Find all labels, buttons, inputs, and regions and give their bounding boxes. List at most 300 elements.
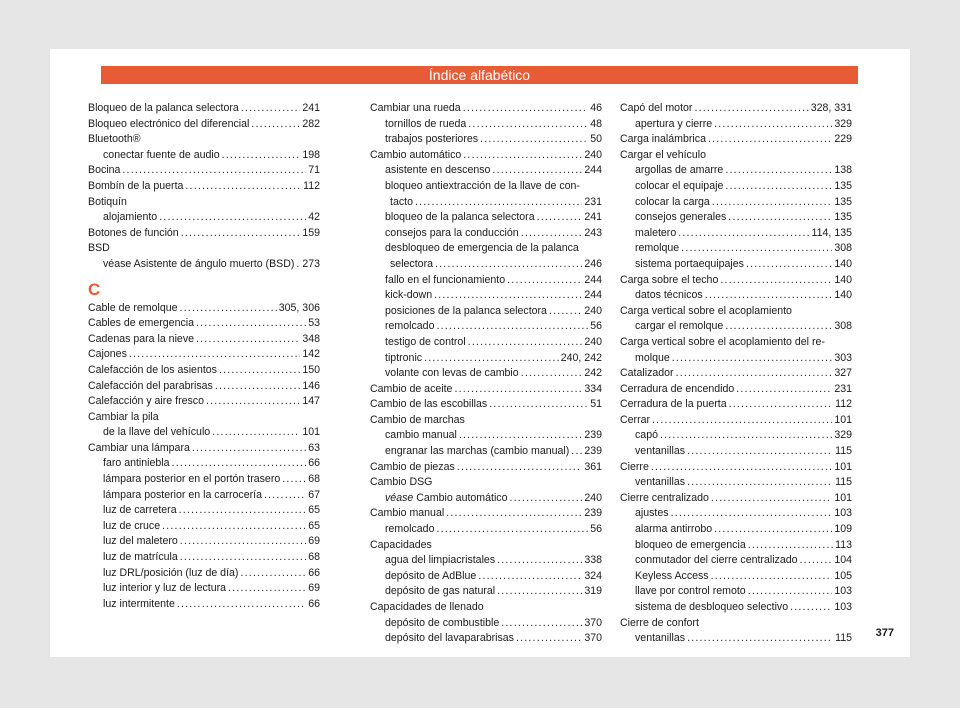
leader-dots bbox=[705, 288, 833, 304]
index-subentry bbox=[370, 584, 602, 600]
index-entry bbox=[88, 394, 320, 410]
entry-page-ref: 56 bbox=[590, 523, 602, 536]
entry-page-ref: 140 bbox=[834, 257, 852, 270]
index-entry bbox=[620, 101, 852, 117]
entry-label: Catalizador bbox=[620, 367, 674, 380]
index-entry bbox=[88, 379, 320, 395]
index-entry bbox=[88, 347, 320, 363]
leader-dots bbox=[687, 475, 833, 491]
entry-page-ref: 140 bbox=[834, 289, 852, 302]
index-subentry bbox=[370, 163, 602, 179]
entry-label: posiciones de la palanca selectora bbox=[385, 304, 547, 317]
index-entry bbox=[88, 226, 320, 242]
index-entry bbox=[88, 163, 320, 179]
index-subentry bbox=[620, 522, 852, 538]
entry-page-ref: 334 bbox=[584, 382, 602, 395]
entry-label: luz intermitente bbox=[103, 597, 175, 610]
entry-page-ref: 239 bbox=[584, 445, 602, 458]
leader-dots bbox=[122, 163, 306, 179]
leader-dots bbox=[725, 179, 832, 195]
index-subentry bbox=[88, 566, 320, 582]
entry-label: remolque bbox=[635, 242, 680, 255]
index-subentry bbox=[370, 117, 602, 133]
entry-page-ref: 282 bbox=[302, 117, 320, 130]
entry-page-ref: 370 bbox=[584, 632, 602, 645]
entry-label: véase Asistente de ángulo muerto (BSD) bbox=[103, 257, 295, 270]
leader-dots bbox=[219, 363, 300, 379]
entry-page-ref: 51 bbox=[590, 398, 602, 411]
entry-page-ref: 308 bbox=[834, 242, 852, 255]
entry-label: luz de cruce bbox=[103, 519, 161, 532]
entry-page-ref: 66 bbox=[308, 566, 320, 579]
index-entry bbox=[620, 616, 852, 632]
index-subentry bbox=[620, 117, 852, 133]
index-entry bbox=[88, 132, 320, 148]
index-subentry bbox=[370, 616, 602, 632]
entry-page-ref: 231 bbox=[834, 382, 852, 395]
index-subentry bbox=[620, 351, 852, 367]
entry-page-ref: 239 bbox=[584, 507, 602, 520]
entry-label: Cables de emergencia bbox=[88, 317, 194, 330]
index-entry bbox=[88, 363, 320, 379]
entry-label: luz interior y luz de lectura bbox=[103, 582, 227, 595]
entry-label: Carga sobre el techo bbox=[620, 273, 719, 286]
entry-label: bloqueo de la palanca selectora bbox=[385, 211, 535, 224]
leader-dots bbox=[746, 257, 832, 273]
leader-dots bbox=[489, 397, 588, 413]
entry-page-ref: 50 bbox=[590, 133, 602, 146]
index-subentry bbox=[88, 581, 320, 597]
entry-label: bloqueo de emergencia bbox=[635, 538, 746, 551]
entry-page-ref: 244 bbox=[584, 289, 602, 302]
index-entry bbox=[370, 538, 602, 554]
leader-dots bbox=[714, 117, 832, 133]
leader-dots bbox=[728, 210, 832, 226]
entry-label: trabajos posteriores bbox=[385, 133, 479, 146]
leader-dots bbox=[711, 569, 833, 585]
entry-label: Cable de remolque bbox=[88, 301, 178, 314]
entry-label: colocar la carga bbox=[635, 195, 710, 208]
leader-dots bbox=[516, 631, 582, 647]
leader-dots bbox=[720, 273, 832, 289]
entry-page-ref: 138 bbox=[834, 164, 852, 177]
entry-label: ajustes bbox=[635, 507, 669, 520]
entry-label: agua del limpiacristales bbox=[385, 554, 496, 567]
index-subentry bbox=[620, 444, 852, 460]
leader-dots bbox=[436, 522, 588, 538]
index-subentry bbox=[370, 444, 602, 460]
entry-page-ref: 243 bbox=[584, 226, 602, 239]
leader-dots bbox=[159, 210, 306, 226]
entry-page-ref: 147 bbox=[302, 395, 320, 408]
entry-page-ref: 67 bbox=[308, 488, 320, 501]
entry-page-ref: 142 bbox=[302, 348, 320, 361]
entry-label: apertura y cierre bbox=[635, 117, 713, 130]
entry-label: Keyless Access bbox=[635, 569, 709, 582]
entry-page-ref: 66 bbox=[308, 597, 320, 610]
index-entry bbox=[620, 304, 852, 320]
entry-page-ref: 104 bbox=[834, 554, 852, 567]
leader-dots bbox=[282, 472, 306, 488]
index-entry bbox=[370, 148, 602, 164]
index-entry bbox=[620, 148, 852, 164]
leader-dots bbox=[676, 366, 833, 382]
leader-dots bbox=[729, 397, 834, 413]
entry-label: Cambio de marchas bbox=[370, 413, 465, 426]
section-header: Índice alfabético bbox=[101, 66, 858, 84]
entry-page-ref: 135 bbox=[834, 211, 852, 224]
index-subentry bbox=[620, 600, 852, 616]
index-entry bbox=[88, 441, 320, 457]
leader-dots bbox=[415, 195, 582, 211]
entry-label: Carga inalámbrica bbox=[620, 133, 706, 146]
index-subentry bbox=[88, 456, 320, 472]
entry-page-ref: 42 bbox=[308, 211, 320, 224]
entry-label: Cambio de aceite bbox=[370, 382, 453, 395]
entry-page-ref: 231 bbox=[584, 195, 602, 208]
entry-page-ref: 65 bbox=[308, 519, 320, 532]
entry-page-ref: 46 bbox=[590, 102, 602, 114]
entry-page-ref: 135 bbox=[834, 179, 852, 192]
leader-dots bbox=[507, 273, 582, 289]
entry-label: Cadenas para la nieve bbox=[88, 332, 195, 345]
leader-dots bbox=[192, 441, 306, 457]
index-entry bbox=[88, 301, 320, 317]
leader-dots bbox=[687, 631, 833, 647]
page-number: 377 bbox=[875, 627, 894, 639]
leader-dots bbox=[480, 132, 588, 148]
index-subentry bbox=[620, 210, 852, 226]
entry-label: Cambiar una lámpara bbox=[88, 441, 190, 454]
leader-dots bbox=[424, 351, 559, 367]
leader-dots bbox=[162, 519, 306, 535]
index-entry bbox=[620, 273, 852, 289]
entry-page-ref: 68 bbox=[308, 551, 320, 564]
index-subentry bbox=[370, 195, 602, 211]
entry-page-ref: 69 bbox=[308, 535, 320, 548]
entry-label: llave por control remoto bbox=[635, 585, 746, 598]
entry-page-ref: 244 bbox=[584, 273, 602, 286]
entry-label: conectar fuente de audio bbox=[103, 148, 220, 161]
leader-dots bbox=[694, 101, 808, 117]
index-subentry bbox=[88, 597, 320, 613]
entry-label: remolcado bbox=[385, 320, 435, 333]
index-entry bbox=[620, 335, 852, 351]
entry-label: Cajones bbox=[88, 348, 127, 361]
leader-dots bbox=[215, 379, 300, 395]
entry-label: Cambio automático bbox=[370, 148, 462, 161]
index-entry bbox=[370, 600, 602, 616]
index-subentry bbox=[370, 522, 602, 538]
leader-dots bbox=[181, 226, 301, 242]
leader-dots bbox=[790, 600, 832, 616]
index-entry bbox=[620, 413, 852, 429]
entry-page-ref: 112 bbox=[835, 398, 852, 411]
index-subentry bbox=[88, 550, 320, 566]
entry-page-ref: 103 bbox=[834, 601, 852, 613]
entry-label: alojamiento bbox=[103, 211, 158, 224]
leader-dots bbox=[435, 257, 582, 273]
index-entry bbox=[370, 475, 602, 491]
entry-page-ref: 370 bbox=[584, 616, 602, 629]
entry-page-ref: 65 bbox=[308, 504, 320, 517]
entry-label: luz de carretera bbox=[103, 504, 177, 517]
entry-page-ref: 146 bbox=[302, 379, 320, 392]
index-subentry bbox=[370, 569, 602, 585]
index-subentry bbox=[370, 273, 602, 289]
leader-dots bbox=[651, 460, 832, 476]
entry-label: Cerrar bbox=[620, 413, 651, 426]
entry-page-ref: 159 bbox=[302, 226, 320, 239]
index-entry bbox=[370, 397, 602, 413]
index-subentry bbox=[370, 257, 602, 273]
index-subentry bbox=[370, 226, 602, 242]
index-subentry bbox=[88, 534, 320, 550]
index-entry bbox=[88, 316, 320, 332]
leader-dots bbox=[240, 566, 306, 582]
leader-dots bbox=[521, 226, 583, 242]
entry-page-ref: 239 bbox=[584, 429, 602, 442]
entry-label: sistema portaequipajes bbox=[635, 257, 744, 270]
index-subentry bbox=[620, 584, 852, 600]
index-subentry bbox=[88, 472, 320, 488]
leader-dots bbox=[446, 506, 582, 522]
leader-dots bbox=[180, 550, 306, 566]
leader-dots bbox=[510, 491, 583, 507]
leader-dots bbox=[180, 534, 306, 550]
entry-label: Cargar el vehículo bbox=[620, 148, 706, 161]
entry-label: Bocina bbox=[88, 164, 121, 177]
index-entry bbox=[88, 117, 320, 133]
leader-dots bbox=[228, 581, 306, 597]
index-page bbox=[50, 49, 910, 657]
leader-dots bbox=[185, 179, 301, 195]
entry-page-ref: 240 bbox=[584, 491, 602, 504]
index-subentry bbox=[620, 506, 852, 522]
entry-label: Calefacción del parabrisas bbox=[88, 379, 213, 392]
entry-label: desbloqueo de emergencia de la palanca bbox=[385, 242, 579, 255]
leader-dots bbox=[179, 503, 307, 519]
entry-label: luz DRL/posición (luz de día) bbox=[103, 566, 239, 579]
entry-page-ref: 115 bbox=[835, 632, 852, 645]
entry-label: Cambio DSG bbox=[370, 476, 433, 489]
index-subentry bbox=[620, 319, 852, 335]
index-subentry bbox=[370, 366, 602, 382]
leader-dots bbox=[681, 241, 832, 257]
entry-page-ref: 273 bbox=[302, 257, 320, 270]
index-subentry bbox=[88, 519, 320, 535]
index-column-1 bbox=[88, 101, 320, 612]
entry-page-ref: 53 bbox=[308, 317, 320, 330]
index-entry bbox=[370, 101, 602, 117]
leader-dots bbox=[463, 101, 589, 117]
entry-page-ref: 308 bbox=[834, 320, 852, 333]
entry-page-ref: 240 bbox=[584, 335, 602, 348]
leader-dots bbox=[492, 163, 582, 179]
leader-dots bbox=[478, 569, 582, 585]
entry-label: remolcado bbox=[385, 523, 435, 536]
entry-page-ref: 109 bbox=[834, 523, 852, 536]
entry-page-ref: 244 bbox=[584, 164, 602, 177]
entry-page-ref: 71 bbox=[308, 164, 320, 177]
entry-label: depósito de AdBlue bbox=[385, 569, 477, 582]
leader-dots bbox=[454, 382, 582, 398]
leader-dots bbox=[222, 148, 301, 164]
entry-label: ventanillas bbox=[635, 632, 686, 645]
entry-page-ref: 329 bbox=[834, 429, 852, 442]
entry-page-ref: 327 bbox=[834, 367, 852, 380]
index-subentry bbox=[88, 503, 320, 519]
entry-page-ref: 150 bbox=[302, 363, 320, 376]
index-entry bbox=[370, 382, 602, 398]
index-subentry bbox=[370, 335, 602, 351]
entry-label: Cierre bbox=[620, 460, 649, 473]
entry-label: datos técnicos bbox=[635, 289, 703, 302]
entry-label: tornillos de rueda bbox=[385, 117, 467, 130]
leader-dots bbox=[736, 382, 832, 398]
entry-label: conmutador del cierre centralizado bbox=[635, 554, 798, 567]
entry-label: Cerradura de encendido bbox=[620, 382, 735, 395]
entry-label: Capacidades de llenado bbox=[370, 601, 484, 613]
leader-dots bbox=[172, 456, 307, 472]
entry-label: luz del maletero bbox=[103, 535, 178, 548]
index-entry bbox=[88, 332, 320, 348]
entry-label: Capacidades bbox=[370, 538, 432, 551]
entry-page-ref: 68 bbox=[308, 473, 320, 486]
leader-dots bbox=[748, 538, 833, 554]
leader-dots bbox=[129, 347, 300, 363]
entry-page-ref: 305, 306 bbox=[278, 301, 320, 314]
entry-label: depósito del lavaparabrisas bbox=[385, 632, 514, 645]
entry-label: asistente en descenso bbox=[385, 164, 491, 177]
entry-label: consejos generales bbox=[635, 211, 727, 224]
index-subentry bbox=[370, 179, 602, 195]
entry-label: BSD bbox=[88, 242, 110, 255]
leader-dots bbox=[537, 210, 583, 226]
leader-dots bbox=[436, 319, 588, 335]
index-column-2 bbox=[370, 101, 602, 647]
leader-dots bbox=[660, 428, 832, 444]
entry-label: sistema de desbloqueo selectivo bbox=[635, 601, 789, 613]
entry-label: molque bbox=[635, 351, 670, 364]
entry-label: argollas de amarre bbox=[635, 164, 724, 177]
entry-label: lámpara posterior en el portón trasero bbox=[103, 473, 281, 486]
index-subentry bbox=[370, 241, 602, 257]
leader-dots bbox=[497, 553, 582, 569]
entry-page-ref: 66 bbox=[308, 457, 320, 470]
index-column-3 bbox=[620, 101, 852, 647]
index-subentry bbox=[620, 428, 852, 444]
leader-dots bbox=[708, 132, 832, 148]
entry-label: luz de matrícula bbox=[103, 551, 178, 564]
entry-label: Carga vertical sobre el acoplamiento bbox=[620, 304, 792, 317]
entry-label: Calefacción de los asientos bbox=[88, 363, 217, 376]
index-subentry bbox=[370, 288, 602, 304]
leader-dots bbox=[177, 597, 306, 613]
entry-label: ventanillas bbox=[635, 476, 686, 489]
index-subentry bbox=[620, 179, 852, 195]
index-subentry bbox=[370, 553, 602, 569]
entry-page-ref: 324 bbox=[584, 569, 602, 582]
leader-dots bbox=[549, 304, 582, 320]
entry-page-ref: 101 bbox=[302, 426, 320, 439]
entry-page-ref: 338 bbox=[584, 554, 602, 567]
entry-label: de la llave del vehículo bbox=[103, 426, 211, 439]
entry-page-ref: 56 bbox=[590, 320, 602, 333]
entry-page-ref: 112 bbox=[303, 179, 320, 192]
leader-dots bbox=[468, 117, 588, 133]
leader-dots bbox=[725, 163, 832, 179]
index-subentry bbox=[370, 210, 602, 226]
entry-page-ref: 348 bbox=[302, 332, 320, 345]
index-subentry bbox=[620, 288, 852, 304]
index-subentry bbox=[88, 425, 320, 441]
index-subentry bbox=[620, 631, 852, 647]
entry-label: tiptronic bbox=[385, 351, 423, 364]
index-entry bbox=[370, 413, 602, 429]
leader-dots bbox=[712, 195, 833, 211]
entry-page-ref: 328, 331 bbox=[810, 102, 852, 114]
entry-page-ref: 135 bbox=[834, 195, 852, 208]
entry-page-ref: 240, 242 bbox=[560, 351, 602, 364]
leader-dots bbox=[800, 553, 833, 569]
index-subentry bbox=[620, 569, 852, 585]
index-entry bbox=[620, 382, 852, 398]
leader-dots bbox=[714, 522, 832, 538]
index-entry bbox=[88, 410, 320, 426]
index-subentry bbox=[620, 163, 852, 179]
leader-dots bbox=[434, 288, 582, 304]
entry-label: cambio manual bbox=[385, 429, 457, 442]
entry-page-ref: 241 bbox=[302, 102, 320, 114]
index-letter-heading: C bbox=[88, 279, 101, 299]
entry-label: cargar el remolque bbox=[635, 320, 724, 333]
entry-label: Calefacción y aire fresco bbox=[88, 395, 204, 408]
index-entry bbox=[620, 460, 852, 476]
index-subentry bbox=[620, 241, 852, 257]
entry-page-ref: 101 bbox=[834, 413, 852, 426]
entry-label: Bloqueo de la palanca selectora bbox=[88, 102, 239, 114]
entry-label: engranar las marchas (cambio manual) bbox=[385, 445, 570, 458]
entry-page-ref: 240 bbox=[584, 304, 602, 317]
leader-dots bbox=[251, 117, 300, 133]
index-subentry bbox=[620, 257, 852, 273]
entry-label: Carga vertical sobre el acoplamiento del re- bbox=[620, 335, 825, 348]
leader-dots bbox=[241, 101, 301, 117]
leader-dots bbox=[672, 351, 833, 367]
entry-label: ventanillas bbox=[635, 445, 686, 458]
entry-page-ref: 103 bbox=[834, 585, 852, 598]
index-subentry bbox=[620, 226, 852, 242]
index-entry bbox=[620, 366, 852, 382]
leader-dots bbox=[748, 584, 833, 600]
leader-dots bbox=[264, 488, 306, 504]
index-entry bbox=[88, 179, 320, 195]
leader-dots bbox=[459, 428, 582, 444]
entry-page-ref: 140 bbox=[834, 273, 852, 286]
leader-dots bbox=[687, 444, 833, 460]
entry-page-ref: 329 bbox=[834, 117, 852, 130]
entry-page-ref: 63 bbox=[308, 441, 320, 454]
entry-page-ref: 101 bbox=[834, 491, 852, 504]
index-subentry bbox=[620, 538, 852, 554]
leader-dots bbox=[497, 584, 582, 600]
index-entry bbox=[88, 195, 320, 211]
entry-label: volante con levas de cambio bbox=[385, 367, 519, 380]
index-entry bbox=[620, 491, 852, 507]
index-subentry bbox=[370, 319, 602, 335]
entry-label: Botiquín bbox=[88, 195, 127, 208]
